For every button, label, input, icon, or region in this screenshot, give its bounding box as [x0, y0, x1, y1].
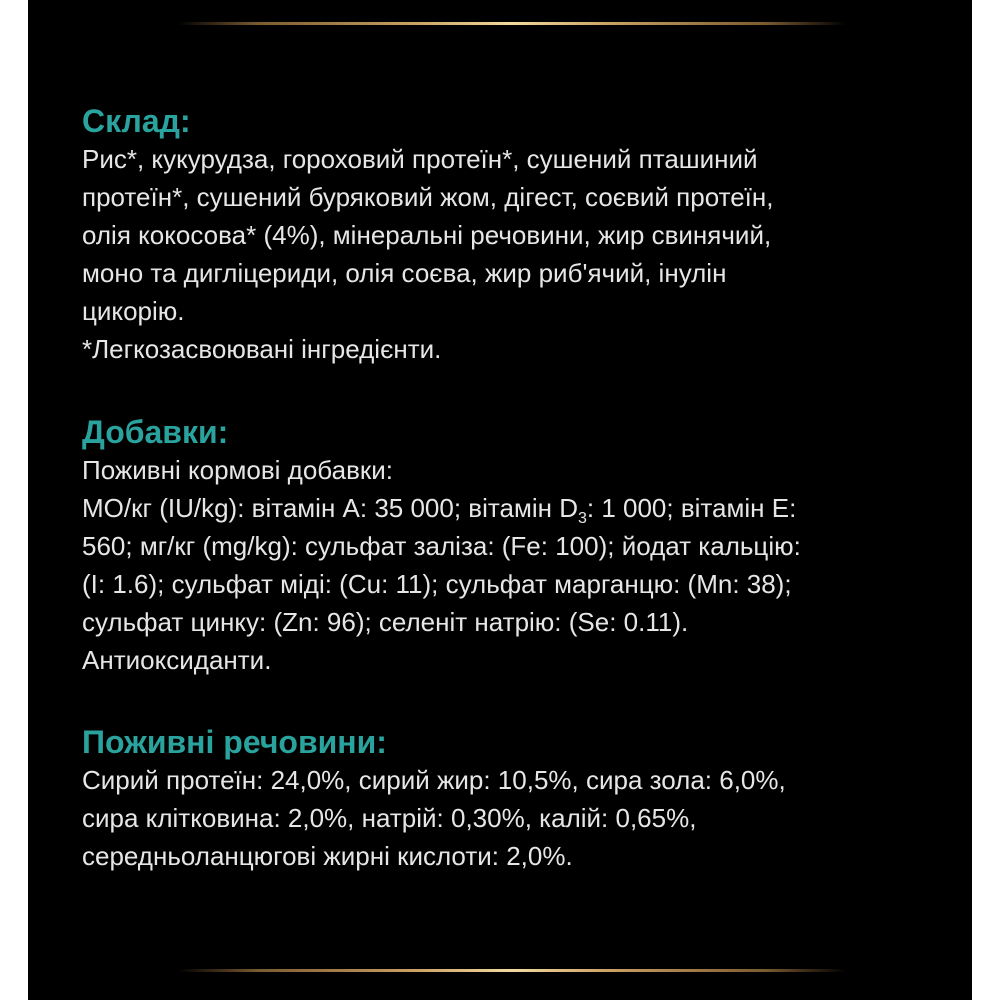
- composition-line: протеїн*, сушений буряковий жом, дігест, соєвий протеїн,: [82, 182, 774, 212]
- nutrients-line: Сирий протеїн: 24,0%, сирий жир: 10,5%, сира зола: 6,0%,: [82, 765, 786, 795]
- additives-line: 560; мг/кг (mg/kg): сульфат заліза: (Fe: 100); йодат кальцію:: [82, 531, 801, 561]
- nutrients-text: [82, 761, 962, 875]
- top-divider: [178, 22, 846, 25]
- additives-text: [82, 451, 962, 679]
- ingredients-panel: [28, 0, 972, 1000]
- additives-heading: Добавки:: [82, 414, 229, 450]
- bottom-divider: [178, 969, 846, 972]
- composition-line: моно та дигліцериди, олія соєва, жир риб'ячий, інулін: [82, 258, 727, 288]
- nutrients-section: [82, 723, 962, 875]
- additives-line: сульфат цинку: (Zn: 96); селеніт натрію: (Se: 0.11).: [82, 607, 689, 637]
- nutrients-heading: Поживні речовини:: [82, 724, 387, 760]
- additives-line: [82, 489, 962, 527]
- subscript: 3: [577, 510, 587, 528]
- additives-line: Поживні кормові добавки:: [82, 455, 393, 485]
- composition-line: Рис*, кукурудза, гороховий протеїн*, сушений пташиний: [82, 144, 758, 174]
- additives-line: Антиоксиданти.: [82, 645, 272, 675]
- composition-line: олія кокосова* (4%), мінеральні речовини, жир свинячий,: [82, 220, 772, 250]
- composition-footnote: *Легкозасвоювані інгредієнти.: [82, 334, 442, 364]
- composition-heading: Склад:: [82, 103, 191, 139]
- composition-text: [82, 140, 962, 368]
- additives-line-part: МО/кг (IU/kg): вітамін А: 35 000; вітамін D: [82, 493, 578, 523]
- composition-section: [82, 102, 962, 368]
- additives-line: (I: 1.6); сульфат міді: (Cu: 11); сульфат марганцю: (Mn: 38);: [82, 569, 792, 599]
- composition-line: цикорію.: [82, 296, 185, 326]
- nutrients-line: середньоланцюгові жирні кислоти: 2,0%.: [82, 841, 573, 871]
- additives-section: [82, 413, 962, 679]
- additives-line-part: : 1 000; вітамін Е:: [586, 493, 797, 523]
- nutrients-line: сира клітковина: 2,0%, натрій: 0,30%, калій: 0,65%,: [82, 803, 697, 833]
